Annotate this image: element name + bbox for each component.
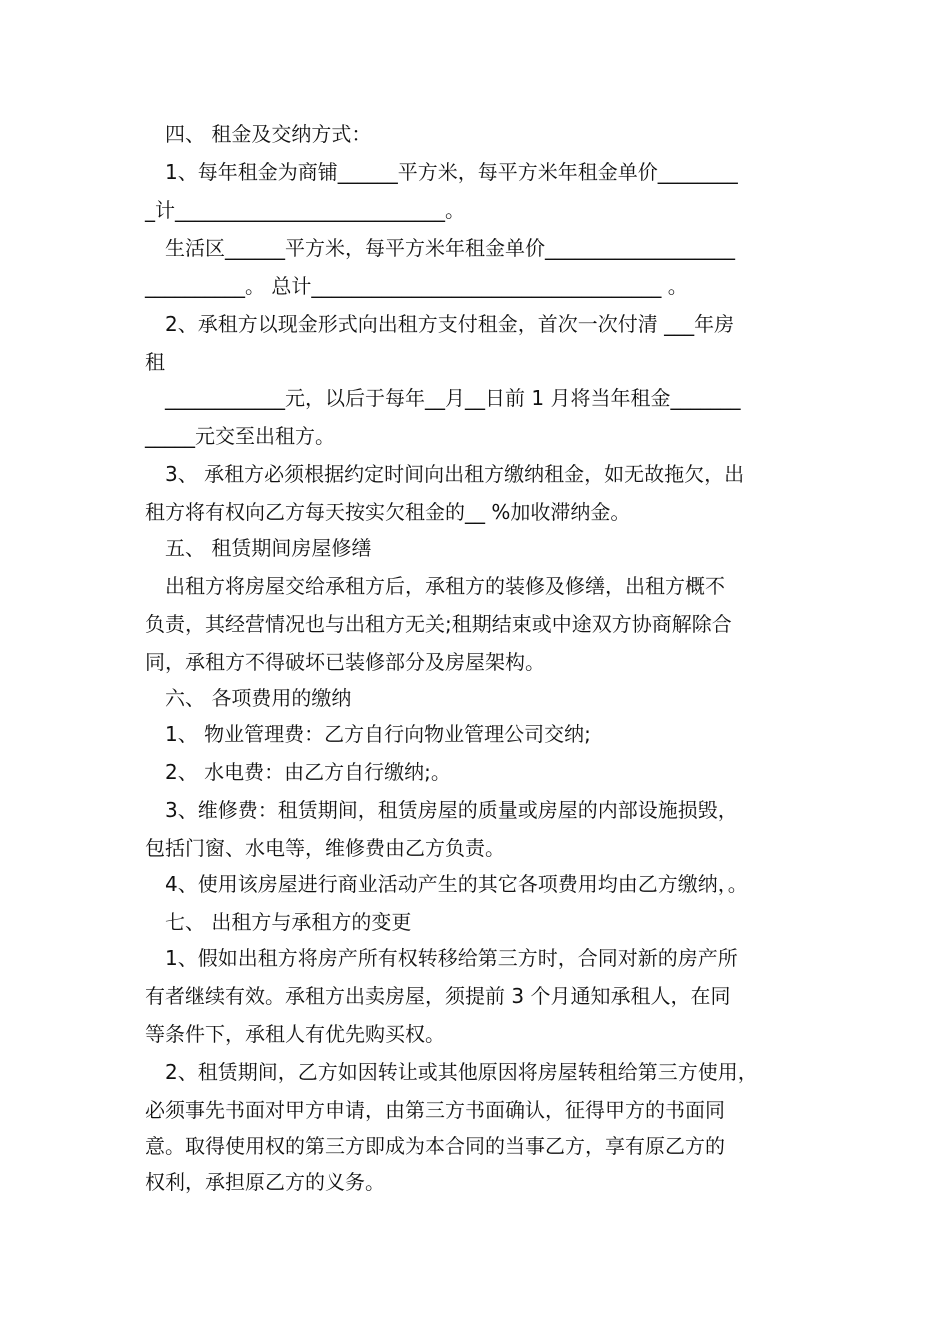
paragraph-line: 1、 物业管理费：乙方自行向物业管理公司交纳; [165, 722, 591, 746]
paragraph-line: 2、 水电费：由乙方自行缴纳;。 [165, 760, 451, 784]
paragraph-line: 1、每年租金为商铺______平方米，每平方米年租金单价________ [165, 160, 738, 184]
paragraph-line: ____________元，以后于每年__月__日前 1 月将当年租金_______ [165, 386, 741, 410]
paragraph-line: _计___________________________。 [145, 198, 465, 222]
section-heading-fees: 六、 各项费用的缴纳 [165, 686, 352, 710]
paragraph-line: 2、承租方以现金形式向出租方支付租金，首次一次付清 ___年房 [165, 312, 735, 336]
paragraph-line: 1、假如出租方将房产所有权转移给第三方时，合同对新的房产所 [165, 946, 738, 970]
paragraph-line: 包括门窗、水电等，维修费由乙方负责。 [145, 836, 505, 860]
paragraph-line: 2、租赁期间，乙方如因转让或其他原因将房屋转租给第三方使用， [165, 1060, 758, 1084]
paragraph-line: _____元交至出租方。 [145, 424, 335, 448]
paragraph-line: 3、 承租方必须根据约定时间向出租方缴纳租金，如无故拖欠，出 [165, 462, 745, 486]
paragraph-line: 4、使用该房屋进行商业活动产生的其它各项费用均由乙方缴纳，。 [165, 872, 748, 896]
section-heading-rent: 四、 租金及交纳方式： [165, 122, 372, 146]
paragraph-line: 有者继续有效。承租方出卖房屋，须提前 3 个月通知承租人，在同 [145, 984, 731, 1008]
paragraph-line: 出租方将房屋交给承租方后，承租方的装修及修缮，出租方概不 [165, 574, 725, 598]
paragraph-line: 等条件下，承租人有优先购买权。 [145, 1022, 445, 1046]
paragraph-line: __________。 总计___________________________________ 。 [145, 274, 688, 298]
paragraph-line: 同，承租方不得破坏已装修部分及房屋架构。 [145, 650, 545, 674]
paragraph-line: 必须事先书面对甲方申请，由第三方书面确认，征得甲方的书面同 [145, 1098, 725, 1122]
paragraph-line: 租 [145, 350, 165, 374]
section-heading-repairs: 五、 租赁期间房屋修缮 [165, 536, 372, 560]
paragraph-line: 生活区______平方米，每平方米年租金单价___________________ [165, 236, 735, 260]
section-heading-changes: 七、 出租方与承租方的变更 [165, 910, 412, 934]
paragraph-line: 意。取得使用权的第三方即成为本合同的当事乙方，享有原乙方的 [145, 1134, 725, 1158]
paragraph-line: 租方将有权向乙方每天按实欠租金的__ %加收滞纳金。 [145, 500, 631, 524]
paragraph-line: 负责，其经营情况也与出租方无关;租期结束或中途双方协商解除合 [145, 612, 732, 636]
paragraph-line: 3、维修费：租赁期间，租赁房屋的质量或房屋的内部设施损毁， [165, 798, 738, 822]
paragraph-line: 权利，承担原乙方的义务。 [145, 1170, 385, 1194]
